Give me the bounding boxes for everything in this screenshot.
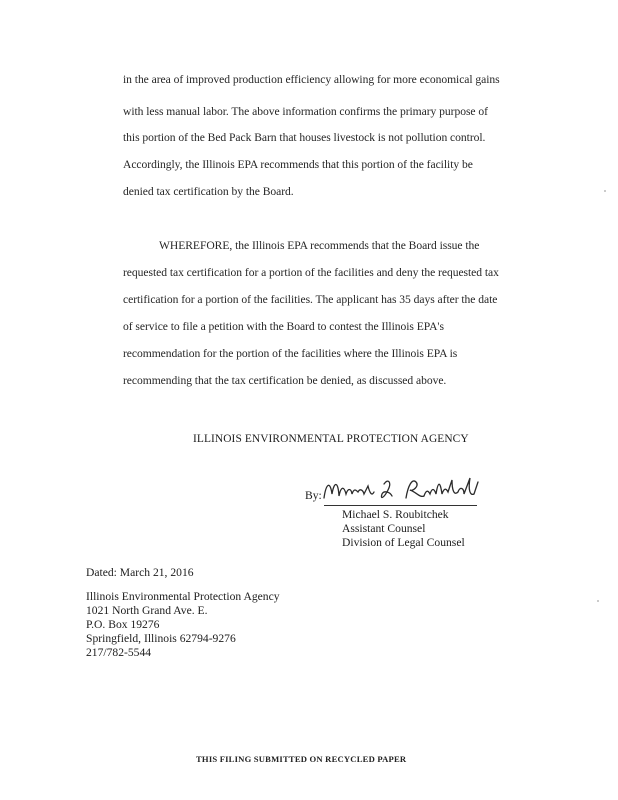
paragraph-1-line: in the area of improved production efficiency allowing for more economical gains xyxy=(123,73,500,86)
paragraph-1-line: this portion of the Bed Pack Barn that houses livestock is not pollution control. xyxy=(123,131,486,144)
signature-line xyxy=(324,505,477,506)
signer-title: Assistant Counsel xyxy=(342,522,426,535)
address-line: Illinois Environmental Protection Agency xyxy=(86,590,280,603)
paragraph-2-line: WHEREFORE, the Illinois EPA recommends that the Board issue the xyxy=(159,239,480,252)
address-line: P.O. Box 19276 xyxy=(86,618,160,631)
scan-speck xyxy=(604,190,606,192)
agency-heading: ILLINOIS ENVIRONMENTAL PROTECTION AGENCY xyxy=(193,433,469,445)
paragraph-2-line: recommending that the tax certification be denied, as discussed above. xyxy=(123,374,447,387)
paragraph-2-line: recommendation for the portion of the facilities where the Illinois EPA is xyxy=(123,347,458,360)
handwritten-signature xyxy=(318,474,508,506)
paragraph-1-line: Accordingly, the Illinois EPA recommends that this portion of the facility be xyxy=(123,158,473,171)
recycled-paper-footer: THIS FILING SUBMITTED ON RECYCLED PAPER xyxy=(196,754,407,764)
paragraph-2-line: requested tax certification for a portion of the facilities and deny the requested tax xyxy=(123,266,499,279)
paragraph-2-line: certification for a portion of the facilities. The applicant has 35 days after the date xyxy=(123,293,498,306)
signer-division: Division of Legal Counsel xyxy=(342,536,465,549)
scan-speck xyxy=(597,600,599,602)
paragraph-2-line: of service to file a petition with the Board to contest the Illinois EPA's xyxy=(123,320,444,333)
address-line: 1021 North Grand Ave. E. xyxy=(86,604,208,617)
paragraph-1-line: with less manual labor. The above information confirms the primary purpose of xyxy=(123,105,488,118)
address-line: Springfield, Illinois 62794-9276 xyxy=(86,632,236,645)
paragraph-1-line: denied tax certification by the Board. xyxy=(123,185,294,198)
by-label: By: xyxy=(305,489,322,502)
signer-name: Michael S. Roubitchek xyxy=(342,508,449,521)
dated-line: Dated: March 21, 2016 xyxy=(86,566,194,579)
address-line: 217/782-5544 xyxy=(86,646,152,659)
